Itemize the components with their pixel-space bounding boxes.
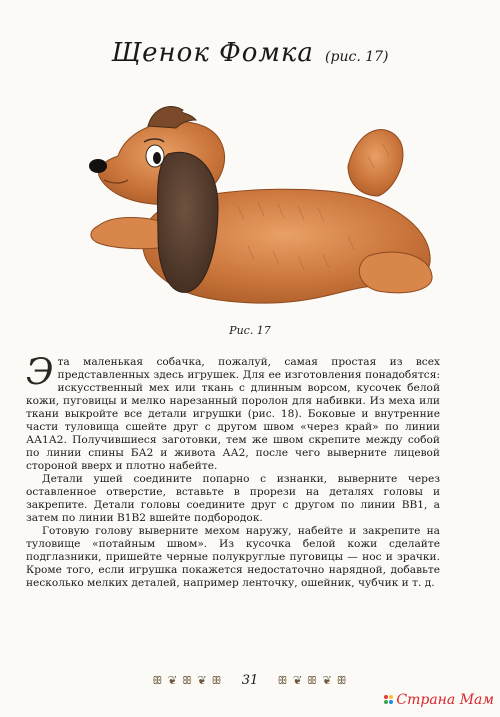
paragraph-2: Детали ушей соедините попарно с изнанки, выверните через оставленное отверстие, вставьте в прорези на деталях головы и закрепите. Детали головы соедините друг с другом по линии ВВ1, а затем по линии В1В2 вшейте подбородок. <box>26 473 440 524</box>
figure-reference: (рис. 17) <box>325 49 389 65</box>
paragraph-1-text: та маленькая собачка, пожалуй, самая простая из всех представленных здесь игрушек. Для ее изготовления понадобятся: искусственный мех или ткань с длинным ворсом, кусочек белой кожи, пуговицы и мелко нарезанный поролон для набивки. Из меха или ткани выкройте все детали игрушки (рис. 18). Боковые и внутренние части туловища сшейте друг с другом швом «через край» по линии АА1А2. Получившиеся заготовки, тем же швом скрепите между собой по линии спины БА2 и живота АА2, после чего выверните лицевой стороной вверх и плотно набейте. <box>26 356 440 472</box>
puppy-pupil <box>153 152 161 164</box>
paragraph-1 <box>26 352 440 473</box>
puppy-tail <box>348 130 403 196</box>
drop-cap: Э <box>26 352 54 393</box>
watermark-flower-icon <box>384 695 394 705</box>
article-body <box>26 352 440 590</box>
figure-caption: Рис. 17 <box>229 324 271 337</box>
title-text: Щенок Фомка <box>111 38 314 68</box>
puppy-nose <box>89 159 107 173</box>
page-number: 31 <box>241 673 259 688</box>
paragraph-3: Готовую голову выверните мехом наружу, набейте и закрепите на туловище «потайным швом». Из кусочка белой кожи сделайте подглазники, пришейте черные полукруглые пуговицы — нос и зрачки. Кроме того, если игрушка покажется недостаточно нарядной, добавьте несколько мелких деталей, например ленточку, ошейник, чубчик и т. д. <box>26 525 440 589</box>
ornament-right: ꕥ ❦ ꕥ ❦ ꕥ <box>277 673 348 687</box>
page-title <box>0 38 500 68</box>
ornament-left: ꕥ ❦ ꕥ ❦ ꕥ <box>152 673 223 687</box>
site-watermark <box>384 692 494 708</box>
watermark-text: Страна Мам <box>396 692 494 708</box>
page-footer <box>0 670 500 689</box>
puppy-illustration <box>58 96 438 316</box>
